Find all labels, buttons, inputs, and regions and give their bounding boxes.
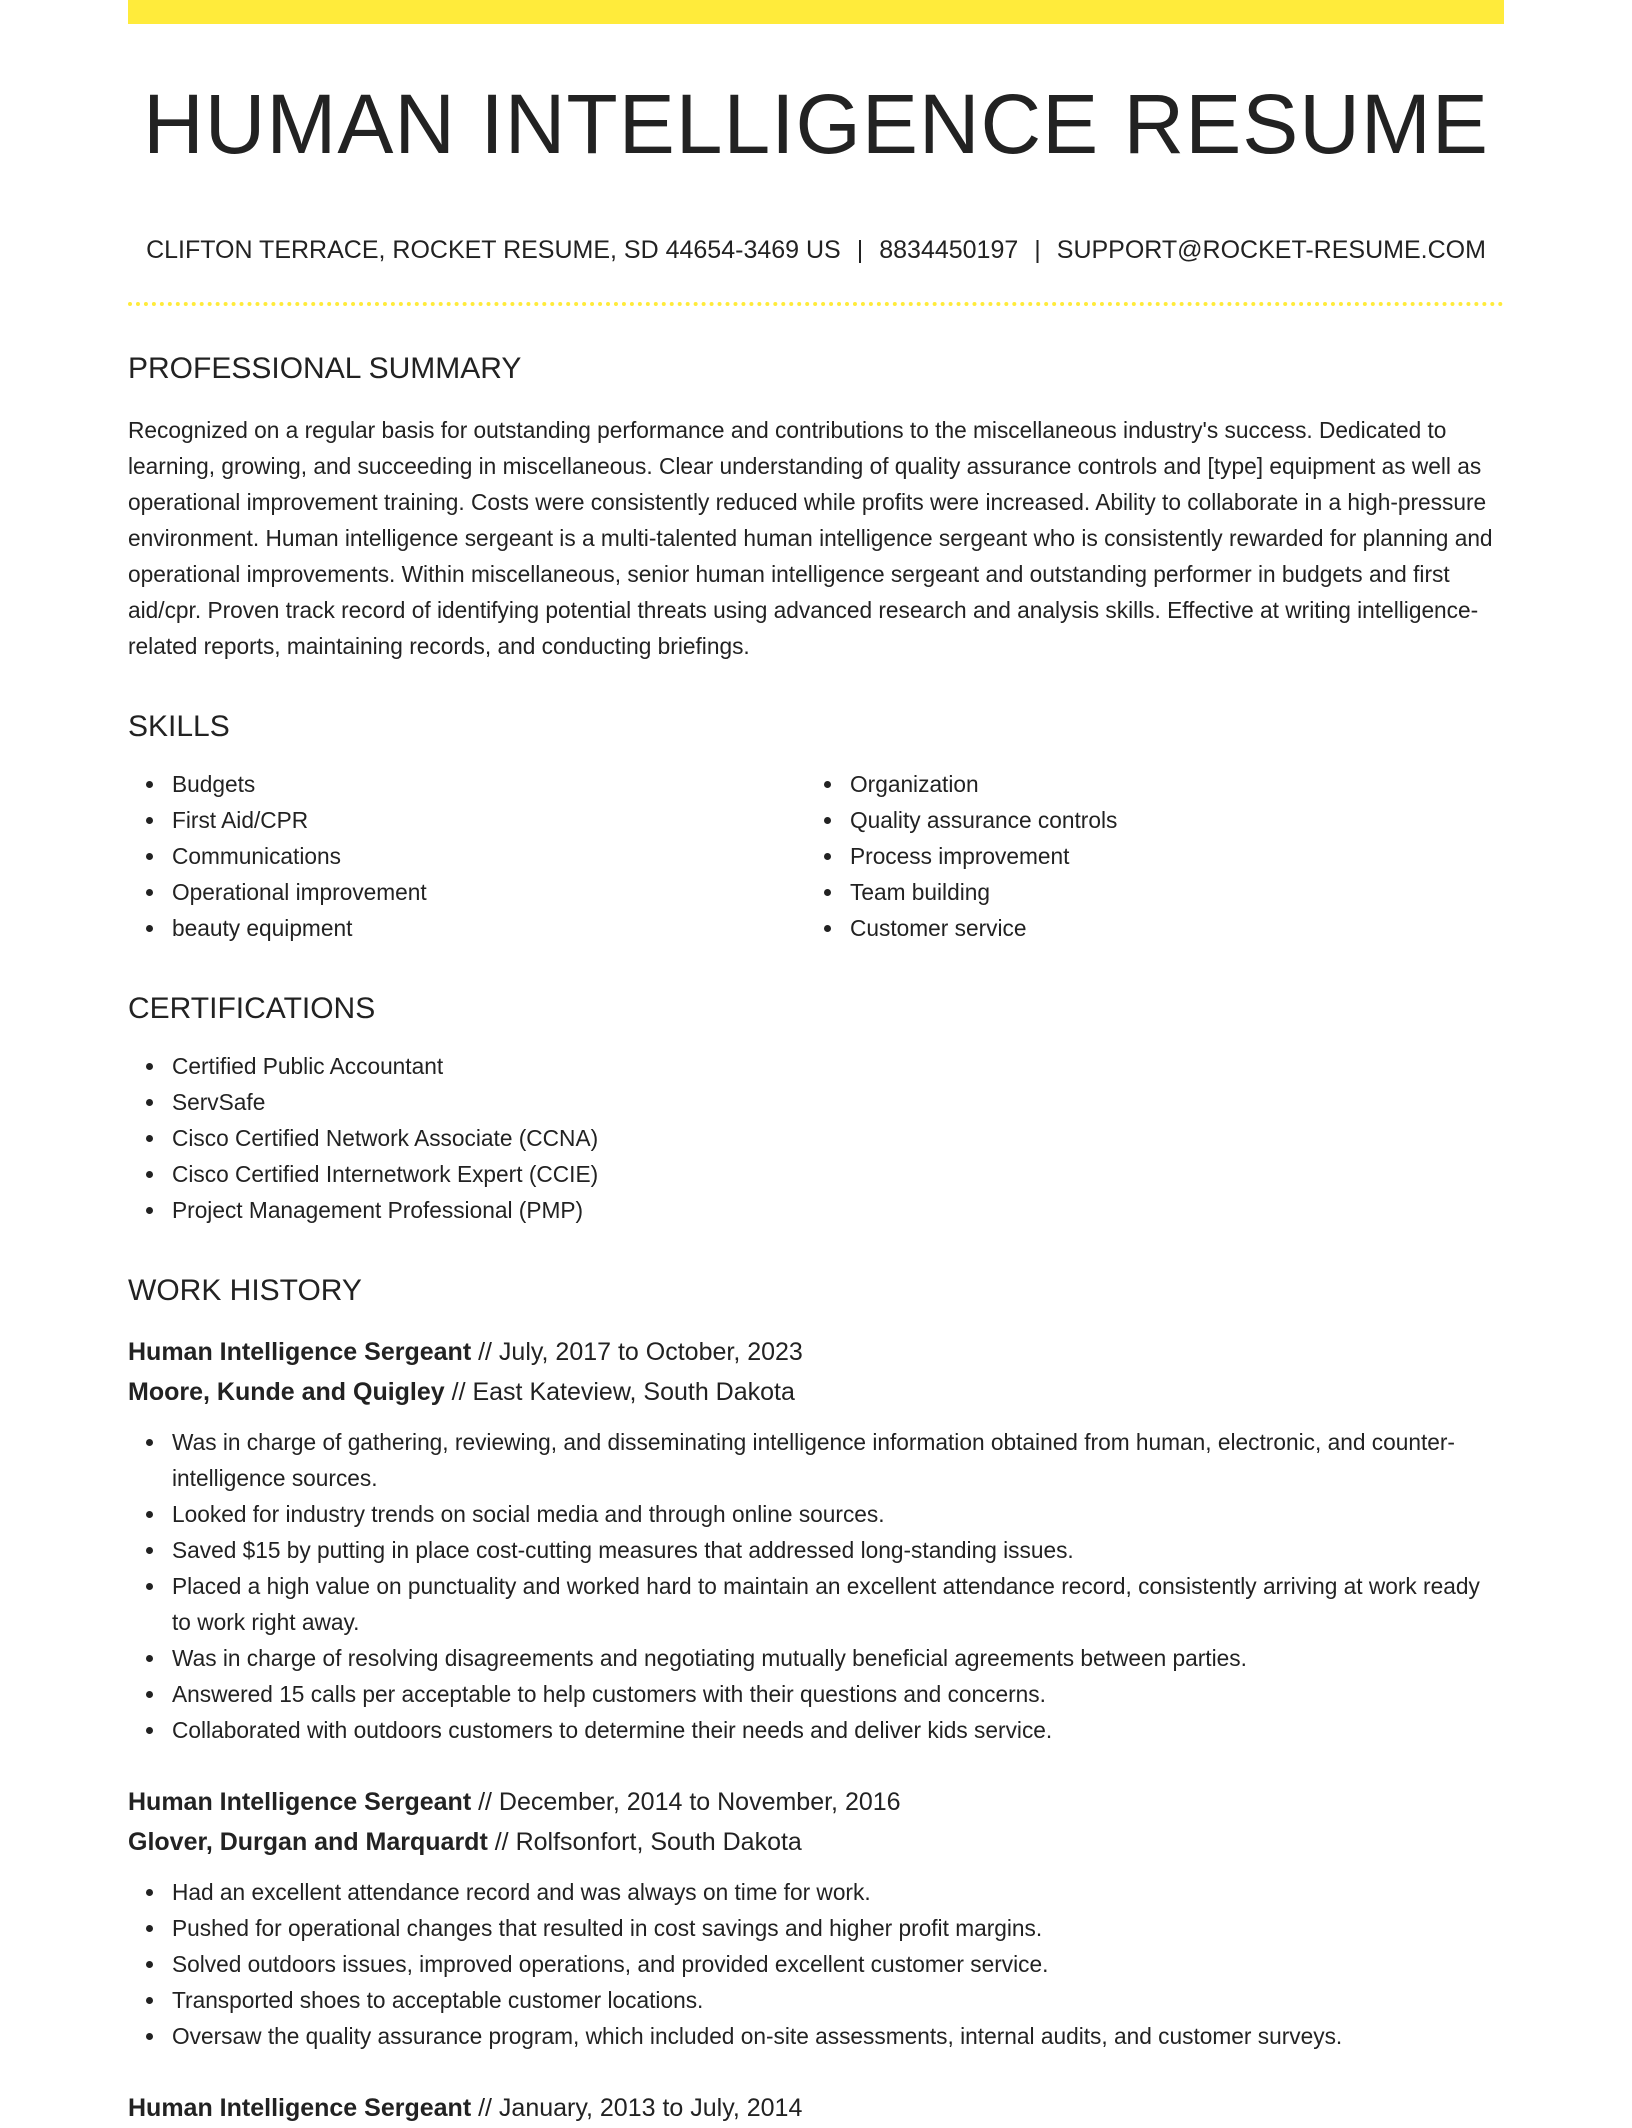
skill-item: Process improvement (806, 838, 1484, 874)
job-bullet: Was in charge of resolving disagreements and negotiating mutually beneficial agreements between parties. (128, 1640, 1504, 1676)
job-title-line (128, 1332, 1504, 1372)
skill-item: Customer service (806, 910, 1484, 946)
job-title-line (128, 2088, 1504, 2128)
job-bullet-list (128, 1424, 1504, 1748)
page-title: HUMAN INTELLIGENCE RESUME (143, 77, 1489, 171)
certification-item: ServSafe (128, 1084, 1504, 1120)
accent-top-bar (128, 0, 1504, 24)
skill-item: Organization (806, 766, 1484, 802)
certification-item: Project Management Professional (PMP) (128, 1192, 1504, 1228)
contact-address: CLIFTON TERRACE, ROCKET RESUME, SD 44654-3469 US (146, 236, 841, 264)
skill-item: First Aid/CPR (128, 802, 806, 838)
skills-left-list (128, 766, 806, 946)
job-location: // East Kateview, South Dakota (444, 1378, 795, 1406)
skill-item: Team building (806, 874, 1484, 910)
skill-item: Operational improvement (128, 874, 806, 910)
job-bullet: Pushed for operational changes that resulted in cost savings and higher profit margins. (128, 1910, 1504, 1946)
job-bullet: Saved $15 by putting in place cost-cutting measures that addressed long-standing issues. (128, 1532, 1504, 1568)
skill-item: beauty equipment (128, 910, 806, 946)
job-dates: // July, 2017 to October, 2023 (471, 1338, 803, 1366)
job-bullet: Had an excellent attendance record and was always on time for work. (128, 1874, 1504, 1910)
job-title: Human Intelligence Sergeant (128, 1788, 472, 1816)
job-bullet: Placed a high value on punctuality and worked hard to maintain an excellent attendance record, consistently arriving at work ready to work right away. (128, 1568, 1504, 1640)
job-entry (128, 2088, 1504, 2128)
summary-heading: PROFESSIONAL SUMMARY (128, 352, 522, 385)
job-company-line (128, 1822, 1504, 1862)
dotted-divider (128, 302, 1504, 306)
contact-phone: 8834450197 (879, 236, 1019, 264)
skill-item: Quality assurance controls (806, 802, 1484, 838)
job-bullet: Oversaw the quality assurance program, which included on-site assessments, internal audits, and customer surveys. (128, 2018, 1504, 2054)
certification-item: Cisco Certified Internetwork Expert (CCIE) (128, 1156, 1504, 1192)
contact-separator: | (1034, 236, 1041, 264)
resume-page (128, 0, 1504, 2128)
certification-item: Cisco Certified Network Associate (CCNA) (128, 1120, 1504, 1156)
skill-item: Budgets (128, 766, 806, 802)
job-dates: // January, 2013 to July, 2014 (471, 2094, 803, 2122)
job-bullet-list (128, 1874, 1504, 2054)
job-entry (128, 1332, 1504, 1748)
summary-text: Recognized on a regular basis for outstanding performance and contributions to the miscellaneous industry's success. Dedicated to learning, growing, and succeeding in miscellaneous. Clear understanding of quality assurance controls and [type] equipment as well as operational improvement training. Costs were consistently reduced while profits were increased. Ability to collaborate in a high-pressure environment. Human intelligence sergeant is a multi-talented human intelligence sergeant who is consistently rewarded for planning and operational improvements. Within miscellaneous, senior human intelligence sergeant and outstanding performer in budgets and first aid/cpr. Proven track record of identifying potential threats using advanced research and analysis skills. Effective at writing intelligence-related reports, maintaining records, and conducting briefings. (128, 417, 1493, 659)
certifications-heading: CERTIFICATIONS (128, 992, 376, 1025)
skills-columns (128, 766, 1504, 946)
job-bullet: Answered 15 calls per acceptable to help customers with their questions and concerns. (128, 1676, 1504, 1712)
skills-right-list (806, 766, 1484, 946)
job-company: Glover, Durgan and Marquardt (128, 1828, 488, 1856)
contact-separator: | (856, 236, 864, 264)
contact-line (128, 238, 1504, 263)
work-history-heading: WORK HISTORY (128, 1274, 362, 1307)
job-company: Moore, Kunde and Quigley (128, 1378, 445, 1406)
certifications-list (128, 1048, 1504, 1228)
job-company-line (128, 1372, 1504, 1412)
job-dates: // December, 2014 to November, 2016 (471, 1788, 901, 1816)
job-bullet: Transported shoes to acceptable customer locations. (128, 1982, 1504, 2018)
job-bullet: Was in charge of gathering, reviewing, and disseminating intelligence information obtained from human, electronic, and counter-intelligence sources. (128, 1424, 1504, 1496)
job-entry (128, 1782, 1504, 2054)
certification-item: Certified Public Accountant (128, 1048, 1504, 1084)
job-bullet: Collaborated with outdoors customers to determine their needs and deliver kids service. (128, 1712, 1504, 1748)
job-location: // Rolfsonfort, South Dakota (487, 1828, 802, 1856)
job-title-line (128, 1782, 1504, 1822)
skills-heading: SKILLS (128, 710, 230, 743)
skill-item: Communications (128, 838, 806, 874)
job-bullet: Looked for industry trends on social media and through online sources. (128, 1496, 1504, 1532)
job-bullet: Solved outdoors issues, improved operations, and provided excellent customer service. (128, 1946, 1504, 1982)
job-title: Human Intelligence Sergeant (128, 1338, 472, 1366)
contact-email: SUPPORT@ROCKET-RESUME.COM (1056, 236, 1486, 264)
job-title: Human Intelligence Sergeant (128, 2094, 472, 2122)
